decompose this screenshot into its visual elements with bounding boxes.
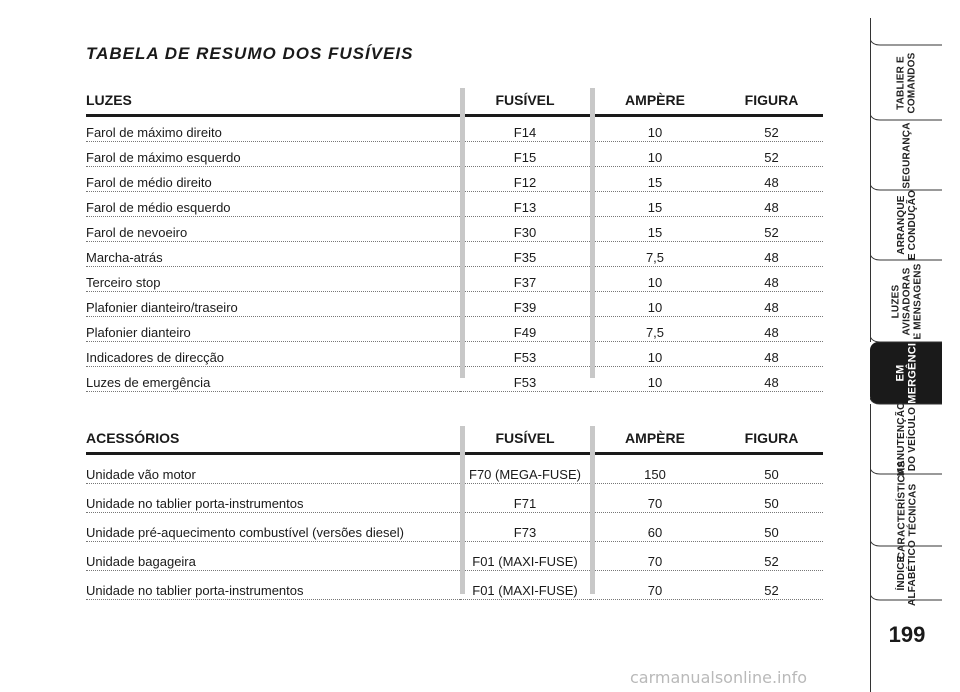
item-name: Farol de nevoeiro [86,217,460,242]
lights-fuse-table [86,88,823,392]
fuse-code: F49 [460,317,590,342]
nav-tab-label: LUZES AVISADORAS E MENSAGENS [890,262,924,340]
table-row [86,142,823,167]
table-row [86,342,823,367]
ampere-value: 15 [590,192,720,217]
fuse-code: F30 [460,217,590,242]
nav-tab-4[interactable] [870,260,943,342]
ampere-value: 7,5 [590,242,720,267]
fuse-code: F15 [460,142,590,167]
ampere-value: 10 [590,342,720,367]
nav-divider [870,546,942,547]
item-name: Unidade bagageira [86,542,460,571]
nav-divider [870,45,942,46]
item-name: Terceiro stop [86,267,460,292]
nav-tab-3[interactable] [870,190,943,260]
column-header-fuse: FUSÍVEL [460,88,590,116]
nav-tab-1[interactable] [870,45,943,120]
table-row [86,167,823,192]
table-row [86,292,823,317]
figure-number: 52 [720,217,823,242]
figure-number: 52 [720,542,823,571]
nav-tab-label: SEGURANÇA [901,121,913,189]
figure-number: 48 [720,192,823,217]
figure-number: 52 [720,571,823,600]
table-row [86,217,823,242]
fuse-code: F13 [460,192,590,217]
nav-tab-label: ÍNDICE ALFABÉTICO [895,540,918,606]
column-separator [460,426,465,594]
item-name: Farol de máximo esquerdo [86,142,460,167]
figure-number: 50 [720,513,823,542]
ampere-value: 10 [590,116,720,142]
table-row [86,192,823,217]
column-separator [590,426,595,594]
ampere-value: 7,5 [590,317,720,342]
nav-divider [870,190,942,191]
column-separator [460,88,465,378]
figure-number: 48 [720,292,823,317]
figure-number: 48 [720,267,823,292]
item-name: Plafonier dianteiro [86,317,460,342]
figure-number: 48 [720,367,823,392]
column-header-figure: FIGURA [720,88,823,116]
figure-number: 48 [720,167,823,192]
nav-tab-label: TABLIER E COMANDOS [895,51,918,114]
table-row [86,267,823,292]
nav-divider [870,474,942,475]
figure-number: 48 [720,342,823,367]
figure-number: 48 [720,317,823,342]
column-header-ampere: AMPÈRE [590,88,720,116]
table-row [86,454,823,484]
ampere-value: 70 [590,542,720,571]
fuse-code: F53 [460,342,590,367]
ampere-value: 70 [590,571,720,600]
fuse-code: F01 (MAXI-FUSE) [460,571,590,600]
item-name: Plafonier dianteiro/traseiro [86,292,460,317]
column-header-figure: FIGURA [720,426,823,454]
nav-tab-8[interactable] [870,540,943,606]
column-header-fuse: FUSÍVEL [460,426,590,454]
figure-number: 52 [720,142,823,167]
ampere-value: 15 [590,167,720,192]
nav-divider [870,404,942,405]
figure-number: 50 [720,484,823,513]
page-title: TABELA DE RESUMO DOS FUSÍVEIS [86,44,414,63]
ampere-value: 70 [590,484,720,513]
item-name: Marcha-atrás [86,242,460,267]
nav-tab-label: CARACTERÍSTICAS TÉCNICAS [896,460,918,560]
table-row [86,484,823,513]
figure-number: 50 [720,454,823,484]
fuse-code: F70 (MEGA-FUSE) [460,454,590,484]
ampere-value: 10 [590,292,720,317]
item-name: Unidade no tablier porta-instrumentos [86,571,460,600]
item-name: Indicadores de direcção [86,342,460,367]
nav-tab-2[interactable] [870,120,943,190]
page-number-divider [870,600,871,692]
fuse-code: F37 [460,267,590,292]
nav-tab-5[interactable] [870,334,942,412]
section-navigation [870,0,942,692]
nav-divider [870,600,942,601]
ampere-value: 15 [590,217,720,242]
nav-tab-label: ARRANQUE E CONDUÇÃO [896,189,918,261]
item-name: Unidade no tablier porta-instrumentos [86,484,460,513]
fuse-code: F53 [460,367,590,392]
fuse-code: F35 [460,242,590,267]
table-row [86,542,823,571]
nav-divider [870,260,942,261]
item-name: Farol de médio esquerdo [86,192,460,217]
column-header-category: LUZES [86,88,460,116]
table-row [86,571,823,600]
figure-number: 52 [720,116,823,142]
watermark: carmanualsonline.info [630,668,808,687]
fuse-code: F39 [460,292,590,317]
item-name: Farol de médio direito [86,167,460,192]
ampere-value: 10 [590,142,720,167]
table-row [86,116,823,142]
item-name: Farol de máximo direito [86,116,460,142]
table-row [86,513,823,542]
nav-tab-label: EM EMERGÊNCIA [894,334,918,412]
table-row [86,242,823,267]
nav-tab-7[interactable] [870,460,943,560]
nav-divider [870,120,942,121]
column-header-ampere: AMPÈRE [590,426,720,454]
item-name: Unidade vão motor [86,454,460,484]
item-name: Unidade pré-aquecimento combustível (versões diesel) [86,513,460,542]
column-header-category: ACESSÓRIOS [86,426,460,454]
fuse-code: F71 [460,484,590,513]
ampere-value: 10 [590,267,720,292]
item-name: Luzes de emergência [86,367,460,392]
ampere-value: 10 [590,367,720,392]
fuse-code: F14 [460,116,590,142]
nav-tab-label: MANUTENÇÃO DO VEÍCULO [896,401,918,477]
ampere-value: 150 [590,454,720,484]
fuse-code: F01 (MAXI-FUSE) [460,542,590,571]
table-row [86,367,823,392]
fuse-code: F73 [460,513,590,542]
nav-divider [870,342,942,343]
fuse-code: F12 [460,167,590,192]
table-row [86,317,823,342]
ampere-value: 60 [590,513,720,542]
page-number: 199 [888,622,926,647]
accessories-fuse-table [86,426,823,600]
column-separator [590,88,595,378]
figure-number: 48 [720,242,823,267]
nav-top-line [870,18,871,46]
